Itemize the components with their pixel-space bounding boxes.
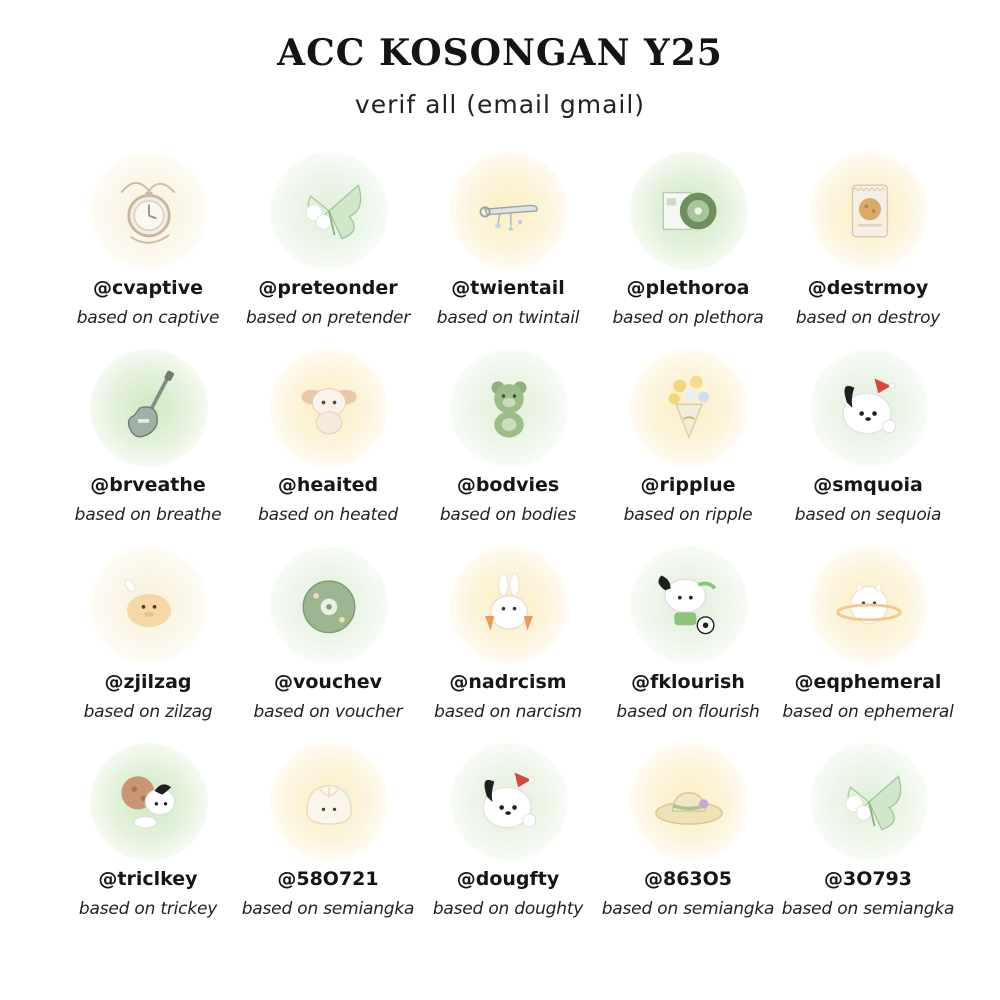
account-card[interactable] bbox=[418, 347, 598, 544]
account-card[interactable] bbox=[778, 741, 958, 938]
account-based-on: based on doughty bbox=[432, 899, 584, 919]
account-handle: @bodvies bbox=[456, 474, 560, 496]
account-based-on: based on ephemeral bbox=[782, 702, 954, 722]
butterfly-icon bbox=[810, 743, 928, 861]
account-handle: @ripplue bbox=[640, 474, 736, 496]
account-card[interactable] bbox=[238, 347, 418, 544]
account-handle: @brveathe bbox=[90, 474, 206, 496]
account-based-on: based on pretender bbox=[245, 308, 411, 328]
account-based-on: based on narcism bbox=[434, 702, 582, 722]
account-based-on: based on zilzag bbox=[83, 702, 213, 722]
account-based-on: based on voucher bbox=[253, 702, 403, 722]
account-based-on: based on trickey bbox=[78, 899, 218, 919]
account-card[interactable] bbox=[58, 741, 238, 938]
account-based-on: based on breathe bbox=[74, 505, 222, 525]
account-card[interactable] bbox=[418, 150, 598, 347]
account-based-on: based on ripple bbox=[623, 505, 753, 525]
account-card[interactable] bbox=[58, 347, 238, 544]
pochacco-santa-icon bbox=[450, 743, 568, 861]
account-handle: @3O793 bbox=[823, 868, 913, 890]
account-handle: @triclkey bbox=[98, 868, 198, 890]
account-based-on: based on flourish bbox=[616, 702, 760, 722]
account-card[interactable] bbox=[418, 544, 598, 741]
account-card[interactable] bbox=[778, 150, 958, 347]
account-grid bbox=[58, 150, 958, 938]
pocket-watch-icon bbox=[90, 152, 208, 270]
account-handle: @preteonder bbox=[258, 277, 398, 299]
green-cd-icon bbox=[270, 546, 388, 664]
butterfly-icon bbox=[270, 152, 388, 270]
account-handle: @twientail bbox=[451, 277, 565, 299]
account-handle: @destrmoy bbox=[807, 277, 929, 299]
account-card[interactable] bbox=[598, 347, 778, 544]
account-card[interactable] bbox=[238, 544, 418, 741]
bunny-plush-icon bbox=[270, 349, 388, 467]
straw-hat-icon bbox=[630, 743, 748, 861]
account-card[interactable] bbox=[58, 150, 238, 347]
account-handle: @863O5 bbox=[643, 868, 733, 890]
dumpling-icon bbox=[270, 743, 388, 861]
account-handle: @fklourish bbox=[631, 671, 745, 693]
page-subtitle: verif all (email gmail) bbox=[354, 90, 646, 119]
account-handle: @cvaptive bbox=[93, 277, 203, 299]
safety-pin-icon bbox=[450, 152, 568, 270]
green-bear-icon bbox=[450, 349, 568, 467]
account-card[interactable] bbox=[598, 150, 778, 347]
account-handle: @eqphemeral bbox=[794, 671, 942, 693]
winged-blob-icon bbox=[90, 546, 208, 664]
account-based-on: based on semiangka bbox=[601, 899, 775, 919]
account-based-on: based on plethora bbox=[612, 308, 764, 328]
account-handle: @plethoroa bbox=[626, 277, 750, 299]
account-handle: @zjilzag bbox=[104, 671, 192, 693]
account-based-on: based on captive bbox=[76, 308, 220, 328]
account-based-on: based on bodies bbox=[439, 505, 577, 525]
flower-bouquet-icon bbox=[630, 349, 748, 467]
account-based-on: based on heated bbox=[258, 505, 398, 525]
account-based-on: based on twintail bbox=[436, 308, 580, 328]
account-card[interactable] bbox=[238, 741, 418, 938]
account-card[interactable] bbox=[58, 544, 238, 741]
account-handle: @smquoia bbox=[813, 474, 923, 496]
account-based-on: based on semiangka bbox=[241, 899, 415, 919]
account-card[interactable] bbox=[598, 741, 778, 938]
bunny-carrots-icon bbox=[450, 546, 568, 664]
cd-case-icon bbox=[630, 152, 748, 270]
planet-cat-icon bbox=[810, 546, 928, 664]
page-title: ACC KOSONGAN Y25 bbox=[277, 32, 723, 74]
account-handle: @dougfty bbox=[456, 868, 560, 890]
pochacco-soccer-icon bbox=[630, 546, 748, 664]
account-handle: @nadrcism bbox=[449, 671, 567, 693]
account-card[interactable] bbox=[238, 150, 418, 347]
account-card[interactable] bbox=[778, 544, 958, 741]
pochacco-santa-icon bbox=[810, 349, 928, 467]
account-based-on: based on destroy bbox=[795, 308, 941, 328]
cookie-packet-icon bbox=[810, 152, 928, 270]
account-card[interactable] bbox=[598, 544, 778, 741]
account-card[interactable] bbox=[778, 347, 958, 544]
account-card[interactable] bbox=[418, 741, 598, 938]
account-based-on: based on sequoia bbox=[794, 505, 942, 525]
account-handle: @heaited bbox=[277, 474, 379, 496]
account-based-on: based on semiangka bbox=[781, 899, 955, 919]
electric-guitar-icon bbox=[90, 349, 208, 467]
account-handle: @vouchev bbox=[273, 671, 383, 693]
pochacco-cookie-icon bbox=[90, 743, 208, 861]
account-handle: @58O721 bbox=[277, 868, 379, 890]
